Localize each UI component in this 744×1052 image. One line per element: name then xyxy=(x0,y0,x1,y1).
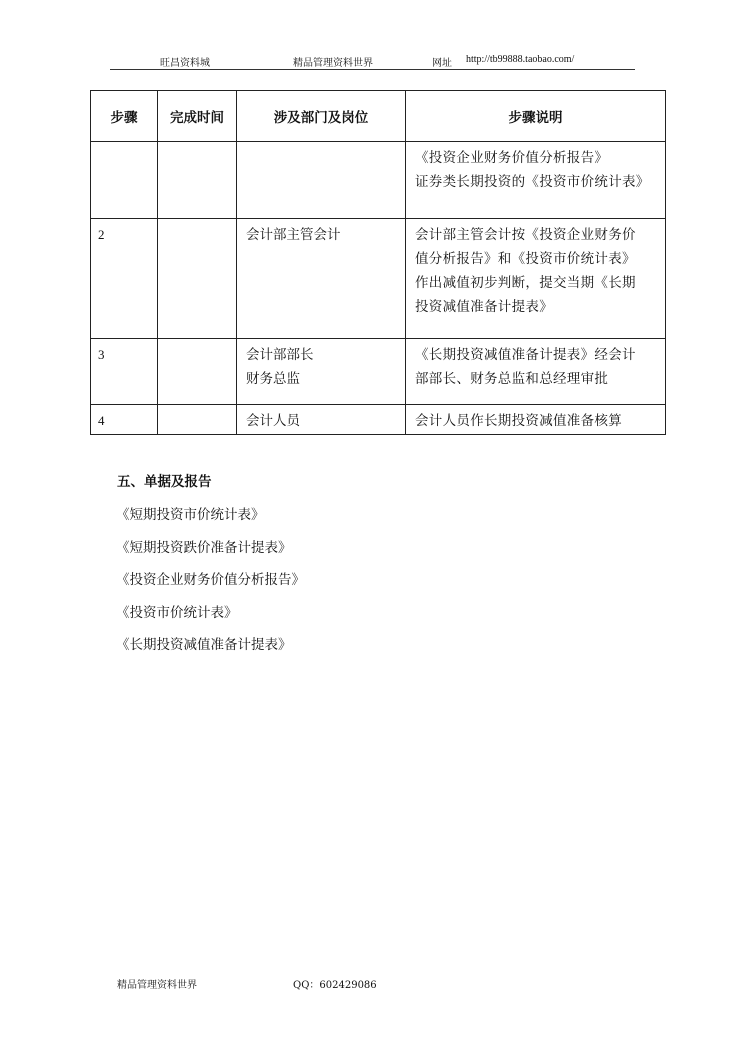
header-slogan: 精品管理资料世界 xyxy=(293,58,373,69)
time-value xyxy=(158,142,236,146)
column-header-step: 步骤 xyxy=(91,91,158,142)
table-row xyxy=(91,405,666,435)
dept-cell xyxy=(237,339,406,405)
desc-cell-line: 投资减值准备计提表》 xyxy=(415,299,553,315)
footer-site-name: 精品管理资料世界 xyxy=(117,980,197,991)
time-cell xyxy=(158,219,237,339)
desc-cell-line: 值分析报告》和《投资市价统计表》 xyxy=(415,251,636,267)
step-cell xyxy=(91,219,158,339)
desc-cell-line: 《投资企业财务价值分析报告》 xyxy=(415,150,609,166)
list-item: 《短期投资市价统计表》 xyxy=(116,507,265,523)
list-item: 《短期投资跌价准备计提表》 xyxy=(116,539,292,556)
document-list xyxy=(116,503,305,666)
table-row xyxy=(91,339,666,405)
desc-cell xyxy=(406,219,666,339)
desc-cell xyxy=(406,405,666,435)
time-cell xyxy=(158,339,237,405)
step-number: 4 xyxy=(98,413,105,428)
time-cell xyxy=(158,142,237,219)
time-value xyxy=(158,405,236,409)
section-title: 五、单据及报告 xyxy=(117,474,212,490)
desc-cell xyxy=(406,339,666,405)
step-cell xyxy=(91,405,158,435)
dept-cell xyxy=(237,219,406,339)
dept-cell-line: 会计部部长 xyxy=(246,347,314,363)
dept-cell xyxy=(237,405,406,435)
dept-cell-line: 财务总监 xyxy=(246,371,300,387)
page-footer xyxy=(117,976,377,991)
desc-cell-line: 《长期投资减值准备计提表》经会计 xyxy=(415,347,636,363)
step-number: 3 xyxy=(98,347,105,362)
column-header-dept: 涉及部门及岗位 xyxy=(237,91,406,142)
time-value xyxy=(158,339,236,343)
step-number xyxy=(91,142,157,146)
dept-cell-line: 会计人员 xyxy=(246,413,300,429)
list-item: 《投资市价统计表》 xyxy=(116,604,238,621)
column-header-time: 完成时间 xyxy=(158,91,237,142)
header-url: http://tb99888.taobao.com/ xyxy=(466,54,575,65)
list-item: 《投资企业财务价值分析报告》 xyxy=(116,572,305,588)
time-value xyxy=(158,219,236,223)
desc-cell-line: 部部长、财务总监和总经理审批 xyxy=(415,371,609,387)
desc-cell-line: 证券类长期投资的《投资市价统计表》 xyxy=(415,174,650,190)
table-header-row xyxy=(91,91,666,142)
step-number: 2 xyxy=(98,227,105,242)
column-header-desc: 步骤说明 xyxy=(406,91,666,142)
header-site-name: 旺昌资料城 xyxy=(160,58,210,69)
time-cell xyxy=(158,405,237,435)
header-url-label: 网址 xyxy=(432,58,452,69)
list-item: 《长期投资减值准备计提表》 xyxy=(116,637,292,653)
desc-cell-line: 会计人员作长期投资减值准备核算 xyxy=(415,413,622,429)
steps-table xyxy=(90,90,666,435)
page-header xyxy=(110,52,635,70)
table-row xyxy=(91,219,666,339)
step-cell xyxy=(91,142,158,219)
table-row xyxy=(91,142,666,219)
dept-cell xyxy=(237,142,406,219)
dept-cell-line: 会计部主管会计 xyxy=(246,227,341,243)
desc-cell xyxy=(406,142,666,219)
step-cell xyxy=(91,339,158,405)
desc-cell-line: 作出减值初步判断，提交当期《长期 xyxy=(415,275,636,291)
desc-cell-line: 会计部主管会计按《投资企业财务价 xyxy=(415,227,636,243)
footer-qq: QQ：602429086 xyxy=(293,980,377,991)
